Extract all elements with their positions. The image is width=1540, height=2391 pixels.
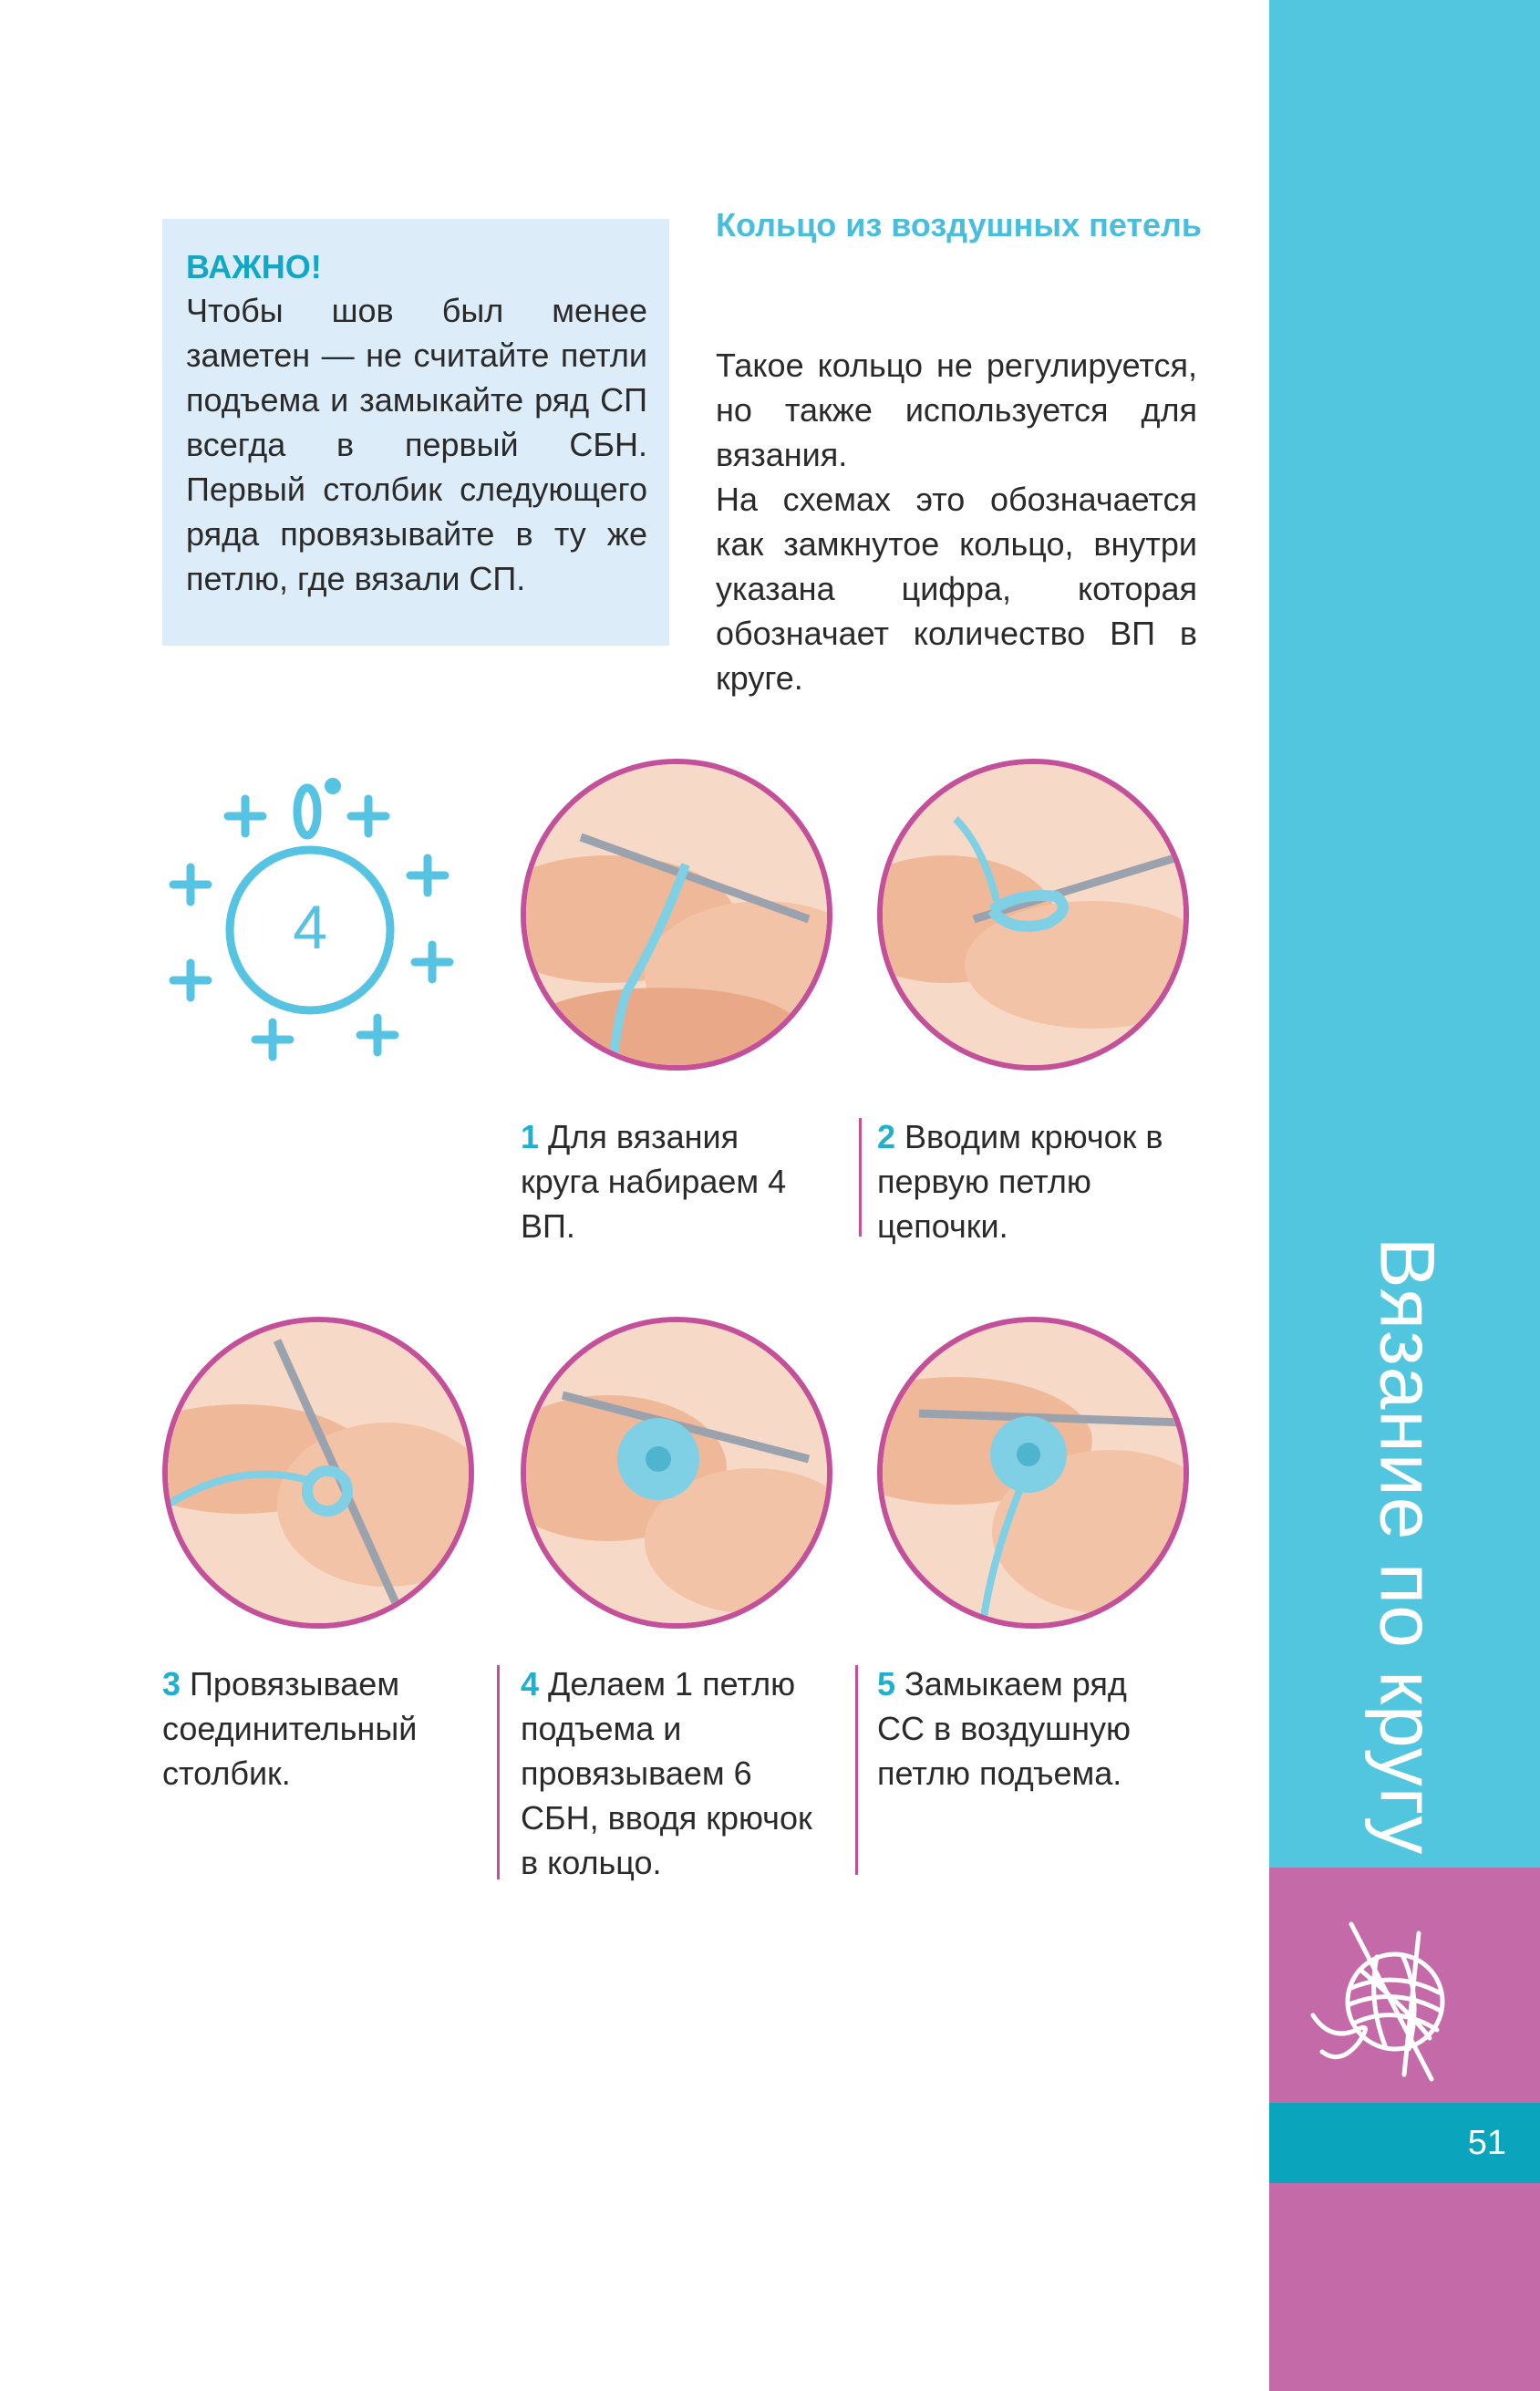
intro-paragraph-2: На схемах это обозначается как замкнутое кольцо, внутри указана цифра, которая обозначает количество ВП в круге. — [716, 481, 1197, 697]
step-3-photo — [162, 1317, 474, 1629]
intro-paragraph-1: Такое кольцо не регулируется, но также используется для вязания. — [716, 347, 1197, 473]
divider-2 — [497, 1665, 500, 1879]
step-3-text: Провязываем соединительный столбик. — [162, 1665, 418, 1792]
step-1-text: Для вязания круга набираем 4 ВП. — [521, 1118, 787, 1245]
step-5-text: Замыкаем ряд СС в воздушную петлю подъема. — [877, 1665, 1131, 1792]
step-4-number: 4 — [521, 1665, 540, 1703]
yarn-ball-icon — [1295, 1906, 1477, 2088]
step-2-number: 2 — [877, 1118, 896, 1155]
chapter-title-text: Вязание по кругу — [1364, 1237, 1451, 1855]
section-heading: Кольцо из воздушных петель — [716, 206, 1203, 243]
crochet-ring-diagram — [155, 766, 474, 1076]
note-text: Чтобы шов был менее заметен — не считайте петли подъема и замыкайте ряд СП всегда в первый СБН. Первый столбик следующего ряда провязывайте в ту же петлю, где вязали СП. — [186, 292, 647, 597]
divider-3 — [855, 1665, 858, 1875]
page-number: 51 — [1467, 2124, 1506, 2162]
diagram-center-number: 4 — [293, 893, 327, 962]
step-3-number: 3 — [162, 1665, 181, 1703]
step-5-number: 5 — [877, 1665, 896, 1703]
step-1-caption — [521, 1114, 822, 1248]
section-intro — [716, 343, 1197, 700]
step-5-photo — [877, 1317, 1189, 1629]
step-5-caption — [877, 1661, 1178, 1796]
step-1-photo — [521, 759, 832, 1071]
important-note-box — [162, 219, 669, 646]
divider-1 — [859, 1118, 862, 1237]
step-1-number: 1 — [521, 1118, 540, 1155]
note-title: ВАЖНО! — [186, 248, 322, 285]
step-3-caption — [162, 1661, 463, 1796]
step-2-text: Вводим крючок в первую петлю цепочки. — [877, 1118, 1163, 1245]
step-2-photo — [877, 759, 1189, 1071]
step-4-text: Делаем 1 петлю подъема и провязываем 6 СБН, вводя крючок в кольцо. — [521, 1665, 812, 1881]
step-2-caption — [877, 1114, 1178, 1248]
chapter-title — [1338, 1237, 1475, 1855]
step-4-photo — [521, 1317, 832, 1629]
step-4-caption — [521, 1661, 822, 1885]
